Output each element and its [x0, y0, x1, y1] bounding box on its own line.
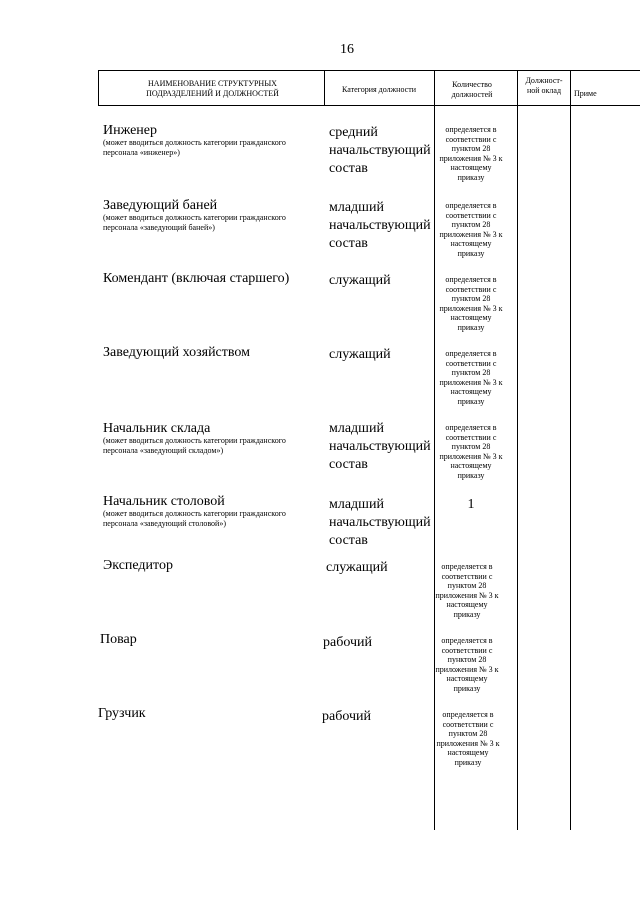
header-col-name: НАИМЕНОВАНИЕ СТРУКТУРНЫХ ПОДРАЗДЕЛЕНИЙ И ДОЛЖНОСТЕЙ — [146, 79, 279, 98]
position-category: служащий — [326, 560, 388, 575]
header-divider-1 — [324, 70, 325, 106]
position-title: Начальник столовой — [103, 494, 225, 509]
position-title: Повар — [100, 632, 137, 647]
position-category: младший начальствующий состав — [329, 200, 431, 251]
position-title: Грузчик — [98, 706, 146, 721]
position-quantity: определяется в соответствии с пунктом 28 приложения № 3 к настоящему приказу — [439, 423, 503, 480]
position-category: младший начальствующий состав — [329, 421, 431, 472]
position-title: Начальник склада — [103, 421, 211, 436]
page-number: 16 — [340, 42, 354, 57]
position-quantity: определяется в соответствии с пунктом 28 приложения № 3 к настоящему приказу — [435, 636, 499, 693]
position-note: (может вводиться должность категории гражданского персонала «инженер») — [103, 138, 286, 157]
position-note: (может вводиться должность категории гражданского персонала «заведующий столовой») — [103, 509, 286, 528]
position-note: (может вводиться должность категории гражданского персонала «заведующий баней») — [103, 213, 286, 232]
position-title: Заведующий хозяйством — [103, 345, 250, 360]
position-category: младший начальствующий состав — [329, 497, 431, 548]
header-col-category: Категория должности — [342, 85, 416, 94]
column-divider-4 — [570, 70, 571, 830]
position-note: (может вводиться должность категории гражданского персонала «заведующий складом») — [103, 436, 286, 455]
position-quantity: определяется в соответствии с пунктом 28 приложения № 3 к настоящему приказу — [436, 710, 500, 767]
position-category: рабочий — [323, 635, 372, 650]
position-title: Экспедитор — [103, 558, 173, 573]
position-title: Комендант (включая старшего) — [103, 271, 290, 286]
position-quantity: определяется в соответствии с пунктом 28 приложения № 3 к настоящему приказу — [439, 201, 503, 258]
header-col-salary: Должност-ной оклад — [525, 76, 563, 95]
header-col-note: Приме — [574, 89, 597, 98]
position-quantity: определяется в соответствии с пунктом 28 приложения № 3 к настоящему приказу — [435, 562, 499, 619]
position-title: Инженер — [103, 123, 158, 138]
header-col-quantity: Количество должностей — [451, 80, 493, 99]
position-category: служащий — [329, 347, 391, 362]
column-divider-3 — [517, 70, 518, 830]
position-category: рабочий — [322, 709, 371, 724]
position-quantity: 1 — [467, 497, 475, 512]
header-top-rule — [98, 70, 640, 71]
position-quantity: определяется в соответствии с пунктом 28 приложения № 3 к настоящему приказу — [439, 349, 503, 406]
header-left-rule — [98, 70, 99, 106]
position-title: Заведующий баней — [103, 198, 218, 213]
header-bottom-rule — [98, 105, 640, 106]
position-quantity: определяется в соответствии с пунктом 28 приложения № 3 к настоящему приказу — [439, 275, 503, 332]
position-category: средний начальствующий состав — [329, 125, 431, 176]
position-quantity: определяется в соответствии с пунктом 28 приложения № 3 к настоящему приказу — [439, 125, 503, 182]
position-category: служащий — [329, 273, 391, 288]
